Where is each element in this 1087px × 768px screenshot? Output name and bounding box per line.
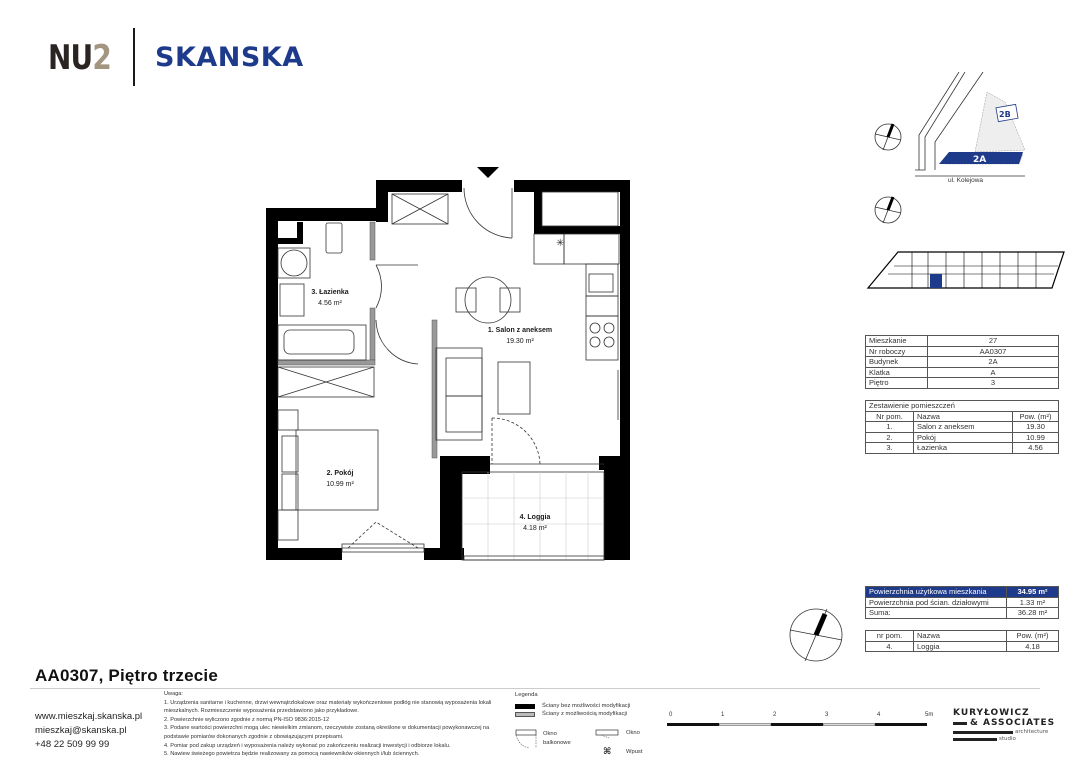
logo-divider bbox=[133, 28, 135, 86]
table-row: Mieszkanie 27 bbox=[866, 336, 1059, 347]
table-header-row: nr pom. Nazwa Pow. (m²) bbox=[866, 631, 1059, 642]
table-header-row: Nr pom. Nazwa Pow. (m²) bbox=[866, 411, 1059, 422]
legend-title: Legenda bbox=[515, 692, 538, 698]
compass-icon bbox=[873, 122, 903, 152]
note-item: 3. Podane wartości powierzchni mogą ulec niewielkim zmianom, rzeczywiste zostaną określone w dokumentacji powykonawczej na podstawie pomiarów dokonanych zgodnie z obowiązującymi przepisami. bbox=[164, 725, 490, 740]
apartment-highlight bbox=[930, 274, 942, 288]
compass-icon-2 bbox=[873, 195, 903, 225]
apartment-info-table bbox=[865, 335, 1059, 389]
area-summary-table bbox=[865, 586, 1059, 619]
legend-balcony-window: Okno balkonowe bbox=[543, 731, 571, 746]
building-floor-keymap bbox=[866, 248, 1066, 290]
legend-drain: Wpust bbox=[626, 749, 643, 755]
two-text: 2 bbox=[92, 38, 111, 78]
table-row: 2. Pokój 10.99 bbox=[866, 432, 1059, 443]
room-label-bathroom: 3. Łazienka 4.56 m² bbox=[311, 289, 349, 307]
floor-plan bbox=[260, 160, 640, 570]
contact-info bbox=[35, 710, 142, 752]
legend-window: Okno bbox=[626, 730, 640, 736]
legend-wall-fixed: Ściany bez możliwości modyfikacji bbox=[542, 703, 631, 709]
table-row: Suma: 36.28 m² bbox=[866, 608, 1059, 619]
wall-modifiable-swatch bbox=[515, 712, 535, 717]
extractor-icon: ✳ bbox=[556, 238, 565, 249]
table-row: Piętro 3 bbox=[866, 378, 1059, 389]
table-row: 4. Loggia 4.18 bbox=[866, 641, 1059, 652]
room-label-living: 1. Salon z aneksem 19.30 m² bbox=[487, 327, 553, 345]
entrance-arrow-icon bbox=[477, 167, 499, 178]
loggia-table bbox=[865, 630, 1059, 652]
drain-icon: ⌘ bbox=[603, 746, 612, 756]
nu2-logo bbox=[48, 38, 111, 78]
compass-large-icon bbox=[787, 606, 845, 664]
building-2b-label: 2B bbox=[999, 110, 1011, 119]
website-link[interactable]: www.mieszkaj.skanska.pl bbox=[35, 711, 143, 722]
wall-fixed-swatch bbox=[515, 704, 535, 709]
skanska-logo: SKANSKA bbox=[155, 42, 304, 73]
note-item: 5. Nawiew świeżego powietrza będzie realizowany za pomocą nawiewników okiennych i/lub ściennych. bbox=[164, 751, 420, 758]
window-icon bbox=[595, 728, 619, 740]
table-row: 1. Salon z aneksem 19.30 bbox=[866, 422, 1059, 433]
floor-plan-drawing bbox=[260, 160, 640, 570]
balcony-window-icon bbox=[515, 728, 537, 750]
note-item: 4. Pomiar pod zakup urządzeń i wyposażenia należy wykonać po zakończeniu realizacji inwestycji i odbiorze lokalu. bbox=[164, 742, 451, 749]
table-row: Powierzchnia pod ścian. działowymi 1.33 m² bbox=[866, 597, 1059, 608]
table-row: 3. Łazienka 4.56 bbox=[866, 443, 1059, 454]
footer-divider bbox=[30, 688, 1040, 689]
room-label-loggia: 4. Loggia 4.18 m² bbox=[519, 514, 551, 532]
table-row-usable-area: Powierzchnia użytkowa mieszkania 34.95 m² bbox=[866, 587, 1059, 598]
note-item: 1. Urządzenia sanitarne i kuchenne, drzwi wewnątrzlokalowe oraz materiały wykończeniowe podłóg nie stanowią wyposażenia lokali mieszkalnych. Rozmieszczenie wyposażenia przedstawiono jako przykładowe. bbox=[164, 699, 492, 715]
room-label-bedroom: 2. Pokój 10.99 m² bbox=[326, 470, 354, 488]
rooms-table bbox=[865, 400, 1059, 454]
street-label: ul. Kolejowa bbox=[948, 177, 984, 184]
table-row: Nr roboczy AA0307 bbox=[866, 346, 1059, 357]
nu-text: NU bbox=[48, 38, 93, 78]
building-2a-label: 2A bbox=[973, 155, 987, 165]
notes bbox=[164, 690, 509, 759]
phone-number: +48 22 509 99 99 bbox=[35, 739, 110, 750]
email-link[interactable]: mieszkaj@skanska.pl bbox=[35, 725, 127, 736]
scale-bar: 0 1 2 3 4 5m bbox=[667, 712, 937, 736]
legend bbox=[515, 692, 665, 762]
architect-logo: KURYŁOWICZ & ASSOCIATES architecture studio bbox=[953, 708, 1056, 742]
table-row: Budynek 2A bbox=[866, 357, 1059, 368]
table-title-row: Zestawienie pomieszczeń bbox=[866, 401, 1059, 412]
table-row: Klatka A bbox=[866, 367, 1059, 378]
legend-wall-modifiable: Ściany z możliwością modyfikacji bbox=[542, 711, 628, 717]
site-keymap bbox=[915, 72, 1035, 182]
note-item: 2. Powierzchnie wyliczono zgodnie z normą PN-ISO 9836:2015-12 bbox=[164, 716, 330, 723]
page-title: AA0307, Piętro trzecie bbox=[35, 666, 218, 685]
notes-title: Uwaga: bbox=[164, 691, 183, 697]
